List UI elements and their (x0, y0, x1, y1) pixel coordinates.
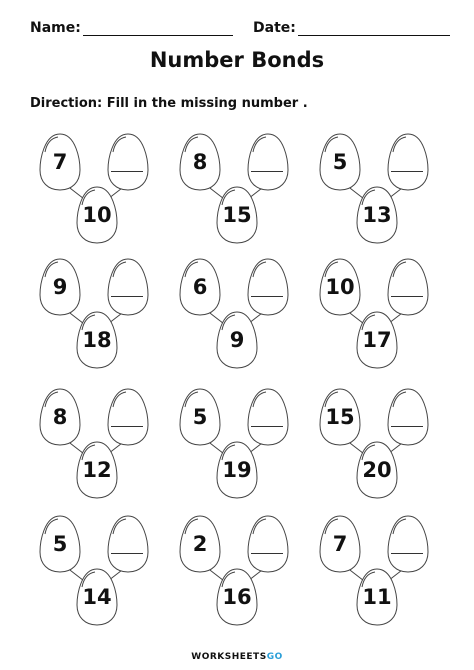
egg-shapes-icon (316, 255, 436, 370)
whole-number: 20 (362, 458, 392, 482)
egg-shapes-icon (176, 130, 296, 245)
part-number: 5 (192, 405, 208, 429)
direction-text: Direction: Fill in the missing number . (30, 96, 308, 111)
whole-number: 12 (82, 458, 112, 482)
date-label: Date: (253, 20, 296, 36)
answer-blank[interactable] (251, 296, 283, 297)
whole-number: 19 (222, 458, 252, 482)
egg-shapes-icon (36, 255, 156, 370)
part-number: 5 (52, 532, 68, 556)
egg-shapes-icon (36, 512, 156, 627)
number-bond (176, 130, 296, 240)
whole-number: 9 (229, 328, 245, 352)
answer-blank[interactable] (391, 553, 423, 554)
number-bond (36, 255, 156, 365)
whole-number: 18 (82, 328, 112, 352)
egg-shapes-icon (176, 512, 296, 627)
answer-blank[interactable] (391, 426, 423, 427)
whole-number: 17 (362, 328, 392, 352)
answer-blank[interactable] (391, 296, 423, 297)
answer-blank[interactable] (251, 553, 283, 554)
number-bond (316, 130, 436, 240)
number-bond (36, 512, 156, 622)
answer-blank[interactable] (391, 171, 423, 172)
number-bond (36, 130, 156, 240)
egg-shapes-icon (316, 385, 436, 500)
egg-shapes-icon (36, 130, 156, 245)
whole-number: 16 (222, 585, 252, 609)
whole-number: 15 (222, 203, 252, 227)
part-number: 7 (52, 150, 68, 174)
number-bond (176, 385, 296, 495)
answer-blank[interactable] (111, 171, 143, 172)
answer-blank[interactable] (251, 171, 283, 172)
egg-shapes-icon (316, 130, 436, 245)
page-title: Number Bonds (149, 48, 325, 72)
whole-number: 10 (82, 203, 112, 227)
answer-blank[interactable] (251, 426, 283, 427)
part-number: 9 (52, 275, 68, 299)
brand-accent: GO (266, 652, 283, 662)
egg-shapes-icon (176, 385, 296, 500)
whole-number: 13 (362, 203, 392, 227)
part-number: 15 (325, 405, 355, 429)
egg-shapes-icon (316, 512, 436, 627)
number-bond (36, 385, 156, 495)
number-bond (176, 255, 296, 365)
answer-blank[interactable] (111, 296, 143, 297)
part-number: 5 (332, 150, 348, 174)
egg-shapes-icon (36, 385, 156, 500)
number-bond (316, 512, 436, 622)
number-bond (316, 255, 436, 365)
number-bond (176, 512, 296, 622)
footer-brand (0, 652, 474, 662)
number-bond (316, 385, 436, 495)
part-number: 2 (192, 532, 208, 556)
answer-blank[interactable] (111, 553, 143, 554)
part-number: 8 (192, 150, 208, 174)
part-number: 6 (192, 275, 208, 299)
egg-shapes-icon (176, 255, 296, 370)
part-number: 10 (325, 275, 355, 299)
whole-number: 14 (82, 585, 112, 609)
part-number: 7 (332, 532, 348, 556)
answer-blank[interactable] (111, 426, 143, 427)
brand-main: WORKSHEETS (191, 652, 267, 662)
name-label: Name: (30, 20, 81, 36)
whole-number: 11 (362, 585, 392, 609)
part-number: 8 (52, 405, 68, 429)
